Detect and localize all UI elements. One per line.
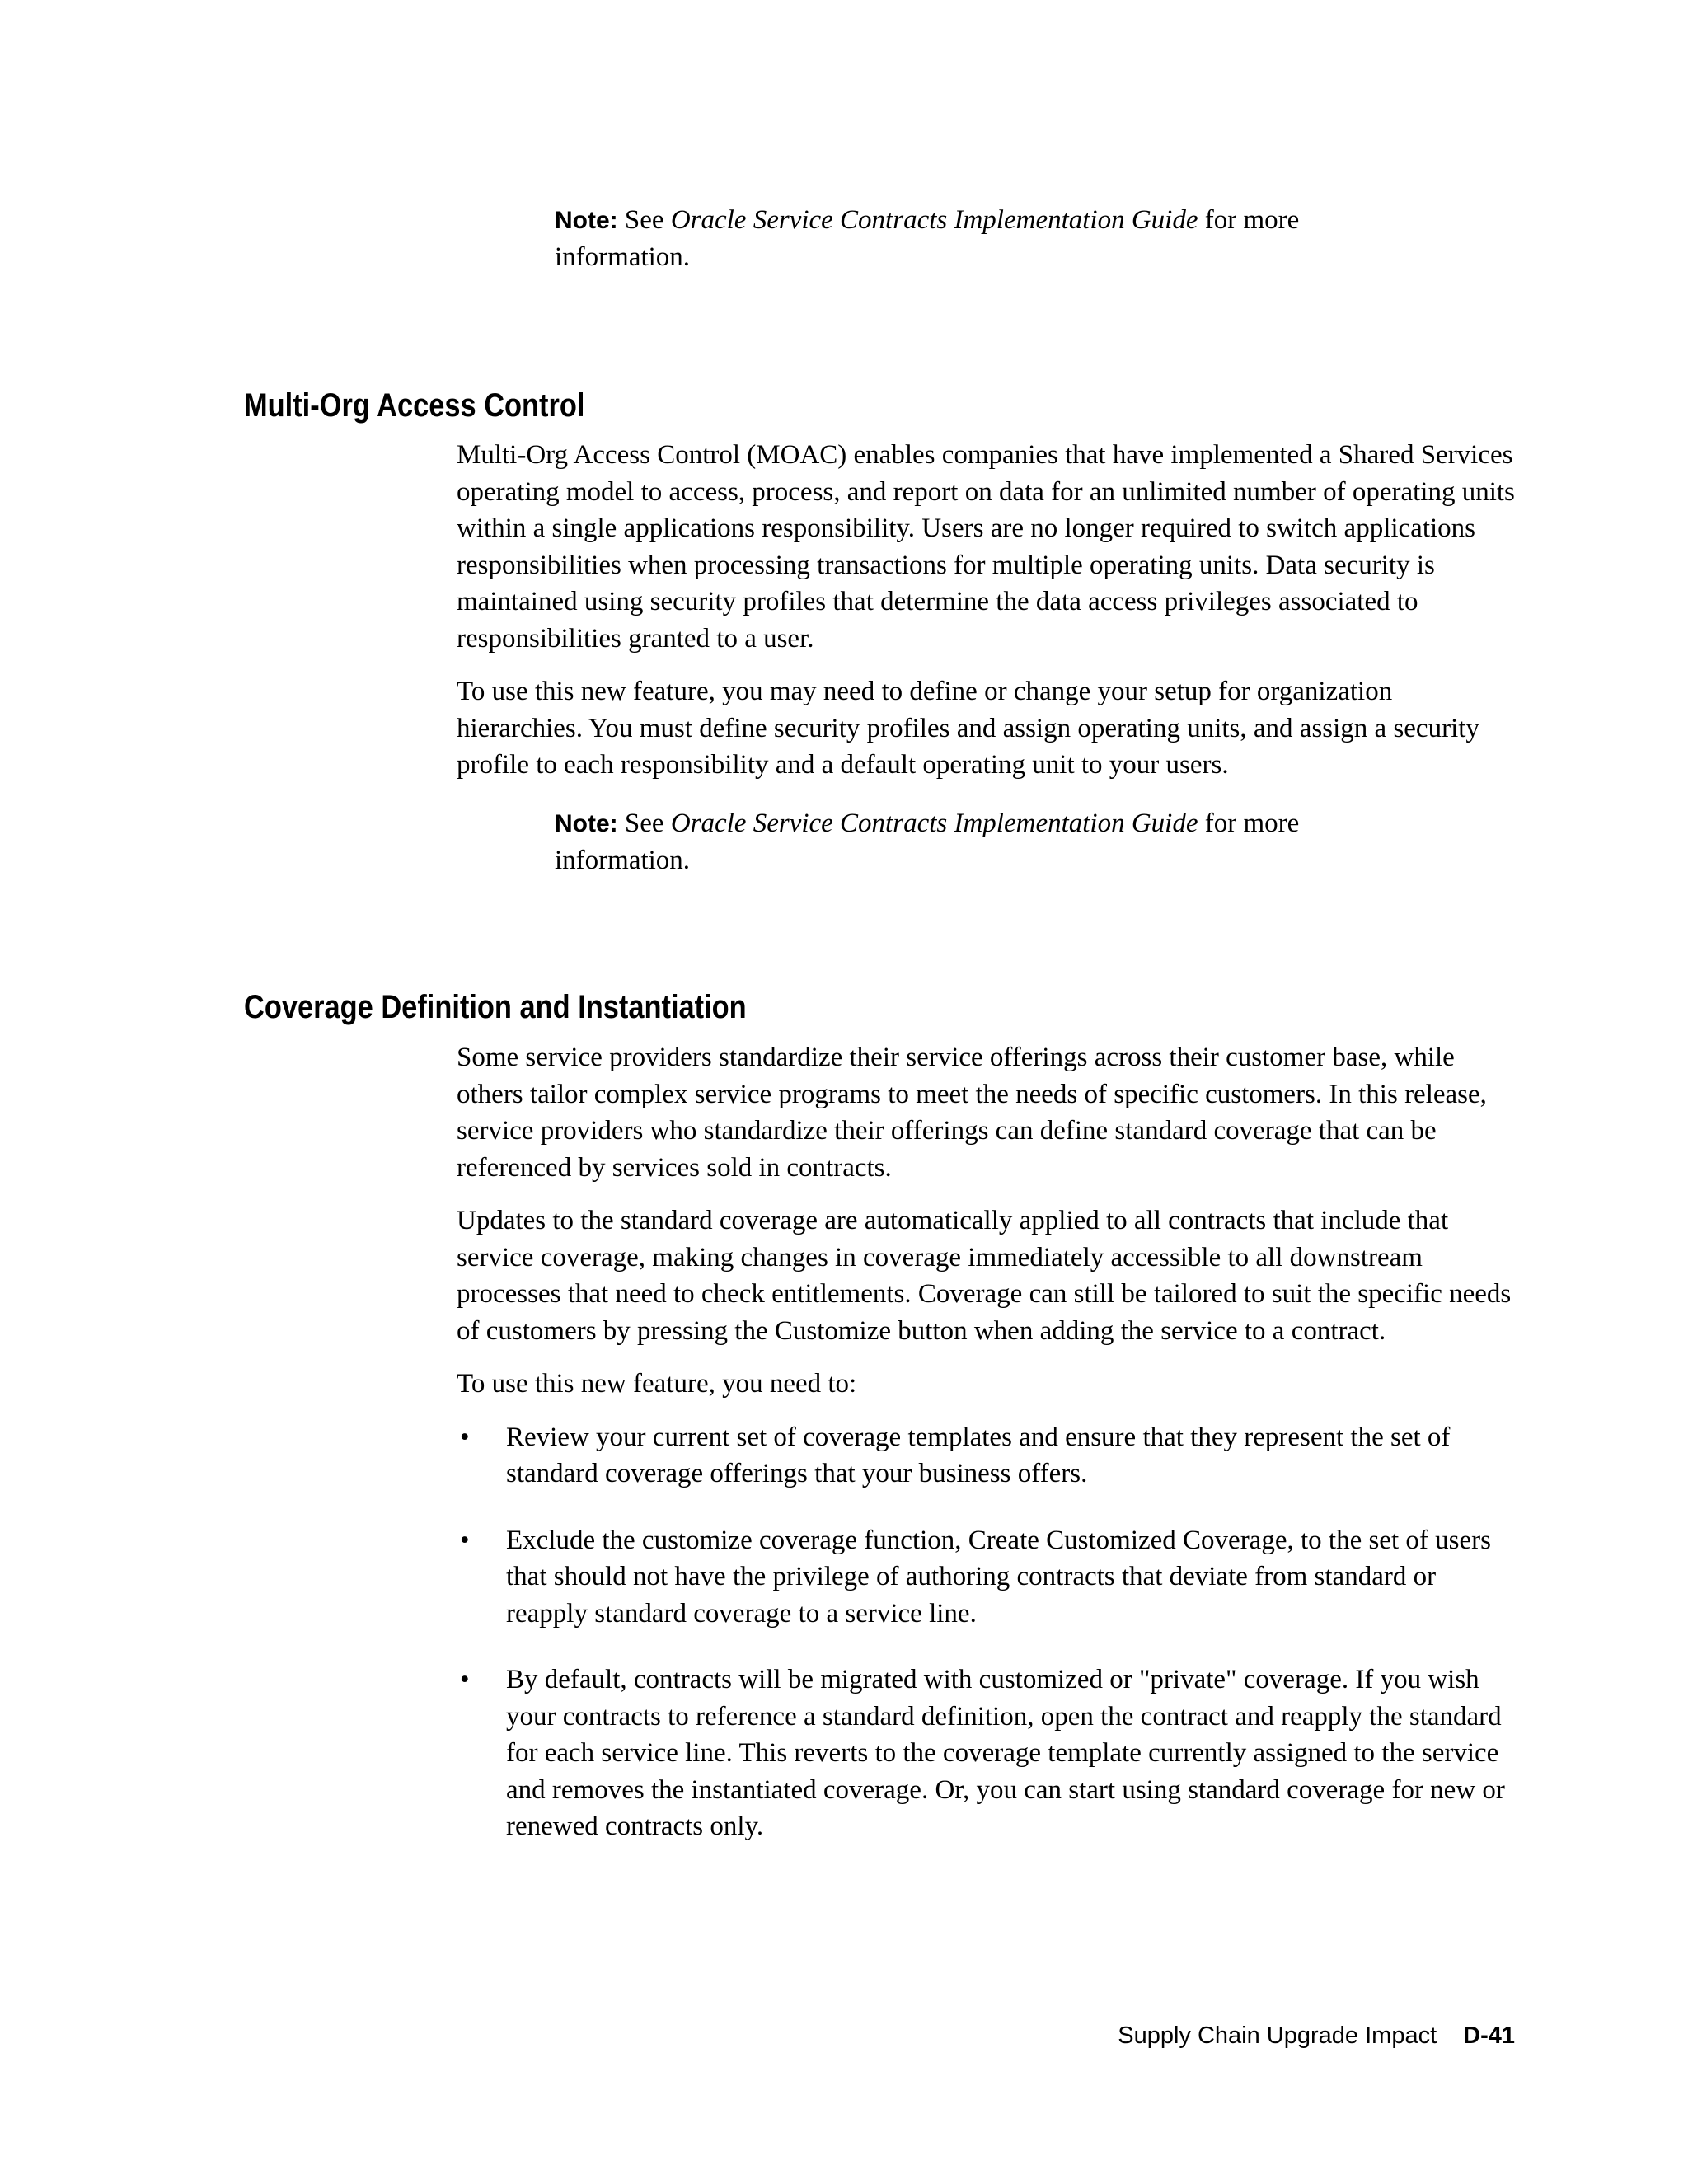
list-item	[457, 1661, 1520, 1845]
section-heading-moac: Multi-Org Access Control	[244, 387, 585, 424]
page-number: D-41	[1463, 2022, 1515, 2049]
bullet-icon: •	[460, 1525, 470, 1555]
guide-title: Oracle Service Contracts Implementation Guide	[670, 205, 1198, 235]
footer-title: Supply Chain Upgrade Impact	[1118, 2022, 1437, 2049]
note-1	[555, 202, 1379, 276]
paragraph: To use this new feature, you need to:	[457, 1369, 857, 1399]
paragraph: Updates to the standard coverage are automatically applied to all contracts that include that service coverage, making changes in coverage immediately accessible to all downstream processes that need to check entitlements. Coverage can still be tailored to suit the specific needs of customers by pressing the Customize button when adding the service to a contract.	[457, 1206, 1512, 1346]
paragraph: Some service providers standardize their service offerings across their customer base, while others tailor complex service programs to meet the needs of specific customers. In this release, service providers who standardize their offerings can define standard coverage that can be referenced by services sold in contracts.	[457, 1043, 1487, 1183]
note-text-post: for more information.	[555, 808, 1300, 875]
paragraph: Multi-Org Access Control (MOAC) enables companies that have implemented a Shared Services operating model to access, process, and report on data for an unlimited number of operating units within a single applications responsibility. Users are no longer required to switch applications responsibilities when processing transactions for multiple operating units. Data security is maintained using security profiles that determine the data access privileges associated to responsibilities granted to a user.	[457, 440, 1515, 654]
guide-title: Oracle Service Contracts Implementation Guide	[670, 808, 1198, 838]
list-item-text: By default, contracts will be migrated with customized or "private" coverage. If you wish your contracts to reference a standard definition, open the contract and reapply the standard for each service line. This reverts to the coverage template currently assigned to the service and removes the instantiated coverage. Or, you can start using standard coverage for new or renewed contracts only.	[506, 1665, 1505, 1841]
note-text-post: for more information.	[555, 205, 1300, 272]
page-footer	[1118, 2021, 1515, 2050]
bullet-icon: •	[460, 1422, 470, 1452]
section-body-coverage	[457, 1039, 1520, 1875]
section-heading-coverage: Coverage Definition and Instantiation	[244, 989, 747, 1025]
list-item-text: Review your current set of coverage templates and ensure that they represent the set of standard coverage offerings that your business offers.	[506, 1422, 1451, 1488]
section-body-moac	[457, 437, 1520, 800]
bullet-icon: •	[460, 1665, 470, 1694]
note-text-pre: See	[624, 808, 664, 838]
list-item	[457, 1419, 1520, 1493]
paragraph: To use this new feature, you may need to define or change your setup for organization hierarchies. You must define security profiles and assign operating units, and assign a security profile to each responsibility and a default operating unit to your users.	[457, 677, 1479, 780]
list-item-text: Exclude the customize coverage function, Create Customized Coverage, to the set of users that should not have the privilege of authoring contracts that deviate from standard or reapply standard coverage to a service line.	[506, 1525, 1491, 1629]
note-2	[555, 805, 1379, 879]
note-label: Note:	[555, 207, 618, 234]
list-item	[457, 1522, 1520, 1633]
note-text-pre: See	[624, 205, 664, 235]
note-label: Note:	[555, 810, 618, 837]
bullet-list	[457, 1419, 1520, 1845]
